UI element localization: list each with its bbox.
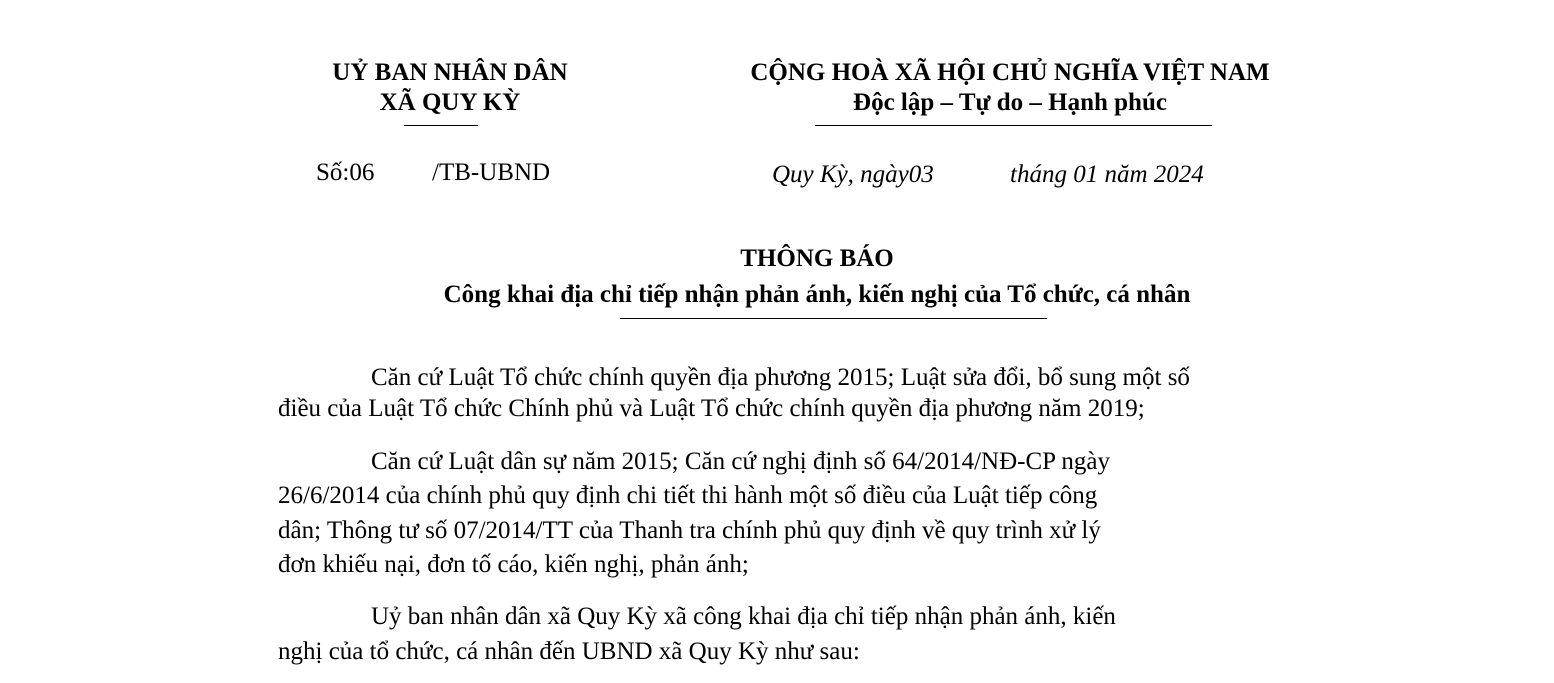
- paragraph-3-line-2: nghị của tổ chức, cá nhân đến UBND xã Quy Kỳ như sau:: [278, 638, 860, 665]
- doc-number-suffix: /TB-UBND: [432, 159, 551, 186]
- paragraph-1-line-1: Căn cứ Luật Tổ chức chính quyền địa phương 2015; Luật sửa đổi, bổ sung một số: [371, 364, 1190, 391]
- paragraph-1-line-2: điều của Luật Tổ chức Chính phủ và Luật Tổ chức chính quyền địa phương năm 2019;: [278, 395, 1145, 422]
- commune-name: XÃ QUY KỲ: [379, 89, 521, 116]
- paragraph-2-line-1: Căn cứ Luật dân sự năm 2015; Căn cứ nghị định số 64/2014/NĐ-CP ngày: [371, 448, 1110, 475]
- agency-underline: [404, 125, 478, 126]
- place-date-part2: tháng 01 năm 2024: [1010, 161, 1204, 188]
- notice-subtitle: Công khai địa chỉ tiếp nhận phản ánh, kiến nghị của Tổ chức, cá nhân: [443, 281, 1191, 308]
- national-motto: Độc lập – Tự do – Hạnh phúc: [853, 89, 1167, 116]
- place-date-part1: Quy Kỳ, ngày03: [772, 161, 934, 188]
- motto-underline: [815, 125, 1212, 126]
- paragraph-2-line-3: dân; Thông tư số 07/2014/TT của Thanh tra chính phủ quy định về quy trình xử lý: [278, 517, 1101, 544]
- doc-number-prefix: Số:06: [316, 159, 375, 186]
- notice-heading: THÔNG BÁO: [740, 245, 894, 272]
- national-title: CỘNG HOÀ XÃ HỘI CHỦ NGHĨA VIỆT NAM: [750, 59, 1270, 86]
- paragraph-2-line-4: đơn khiếu nại, đơn tố cáo, kiến nghị, phản ánh;: [278, 551, 749, 578]
- subtitle-underline: [620, 318, 1047, 319]
- paragraph-2-line-2: 26/6/2014 của chính phủ quy định chi tiết thi hành một số điều của Luật tiếp công: [278, 482, 1098, 509]
- agency-name: UỶ BAN NHÂN DÂN: [332, 59, 568, 86]
- paragraph-3-line-1: Uỷ ban nhân dân xã Quy Kỳ xã công khai địa chỉ tiếp nhận phản ánh, kiến: [371, 603, 1116, 630]
